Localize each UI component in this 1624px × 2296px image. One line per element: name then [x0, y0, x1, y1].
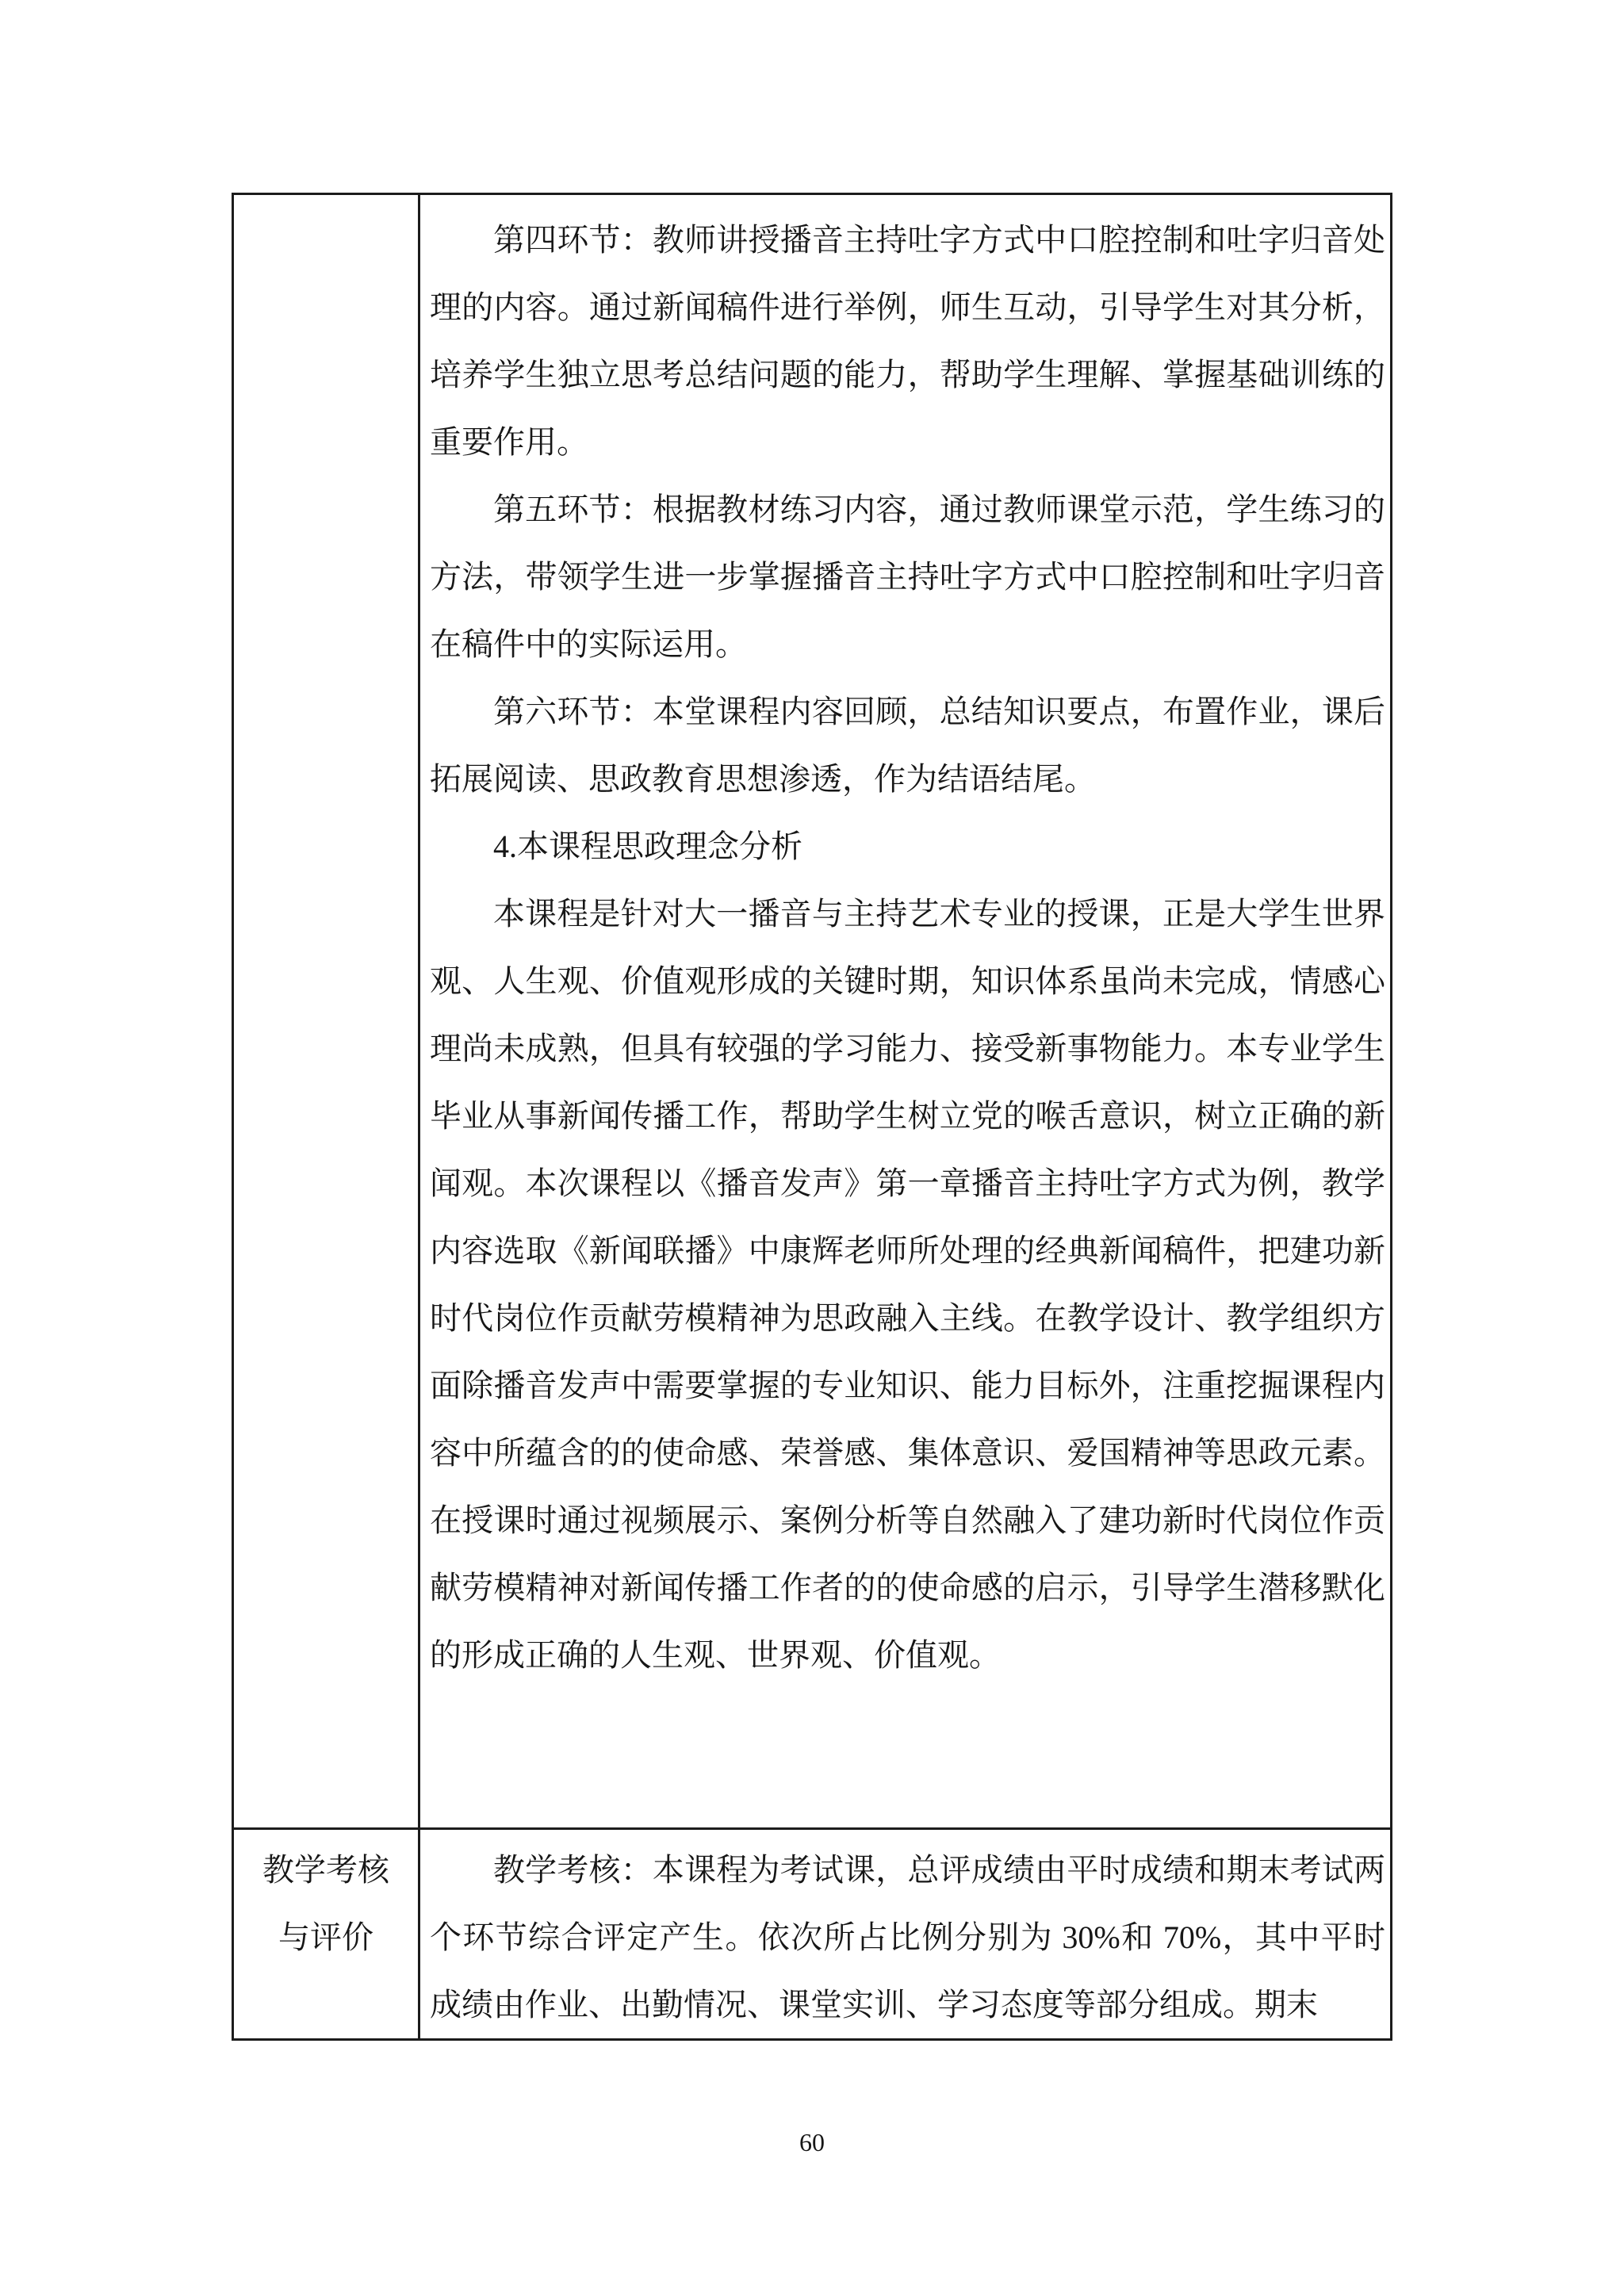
- assessment-label-line1: 教学考核: [262, 1852, 389, 1888]
- row1-label-cell-empty: [234, 195, 420, 1827]
- paragraph-step-six: 第六环节：本堂课程内容回顾，总结知识要点，布置作业，课后拓展阅读、思政教育思想渗透，作为结语结尾。: [430, 694, 1385, 797]
- assessment-label-cell: [234, 1830, 420, 2038]
- lesson-plan-table: [232, 193, 1392, 2041]
- paragraph-step-five: 第五环节：根据教材练习内容，通过教师课堂示范，学生练习的方法，带领学生进一步掌握播音主持吐字方式中口腔控制和吐字归音在稿件中的实际运用。: [430, 492, 1385, 662]
- assessment-content-cell: [420, 1830, 1390, 2038]
- paragraph-ideology-analysis: 本课程是针对大一播音与主持艺术专业的授课，正是大学生世界观、人生观、价值观形成的关键时期，知识体系虽尚未完成，情感心理尚未成熟，但具有较强的学习能力、接受新事物能力。本专业学生毕业从事新闻传播工作，帮助学生树立党的喉舌意识，树立正确的新闻观。本次课程以《播音发声》第一章播音主持吐字方式为例，教学内容选取《新闻联播》中康辉老师所处理的经典新闻稿件，把建功新时代岗位作贡献劳模精神为思政融入主线。在教学设计、教学组织方面除播音发声中需要掌握的专业知识、能力目标外，注重挖掘课程内容中所蕴含的的使命感、荣誉感、集体意识、爱国精神等思政元素。在授课时通过视频展示、案例分析等自然融入了建功新时代岗位作贡献劳模精神对新闻传播工作者的的使命感的启示，引导学生潜移默化的形成正确的人生观、世界观、价值观。: [430, 896, 1385, 1673]
- lesson-process-cell: [420, 195, 1390, 1827]
- paragraph-ideology-heading: 4.本课程思政理念分析: [493, 828, 802, 864]
- paragraph-step-four: 第四环节：教师讲授播音主持吐字方式中口腔控制和吐字归音处理的内容。通过新闻稿件进行举例，师生互动，引导学生对其分析，培养学生独立思考总结问题的能力，帮助学生理解、掌握基础训练的重要作用。: [430, 222, 1385, 460]
- assessment-label-line2: 与评价: [278, 1919, 373, 1955]
- page-number: 60: [799, 2128, 825, 2156]
- paragraph-assessment: 教学考核：本课程为考试课，总评成绩由平时成绩和期末考试两个环节综合评定产生。依次所占比例分别为 30%和 70%，其中平时成绩由作业、出勤情况、课堂实训、学习态度等部分组成。期末: [430, 1852, 1385, 2022]
- table-row-assessment: [234, 1830, 1390, 2038]
- table-row-lesson-process: [234, 195, 1390, 1830]
